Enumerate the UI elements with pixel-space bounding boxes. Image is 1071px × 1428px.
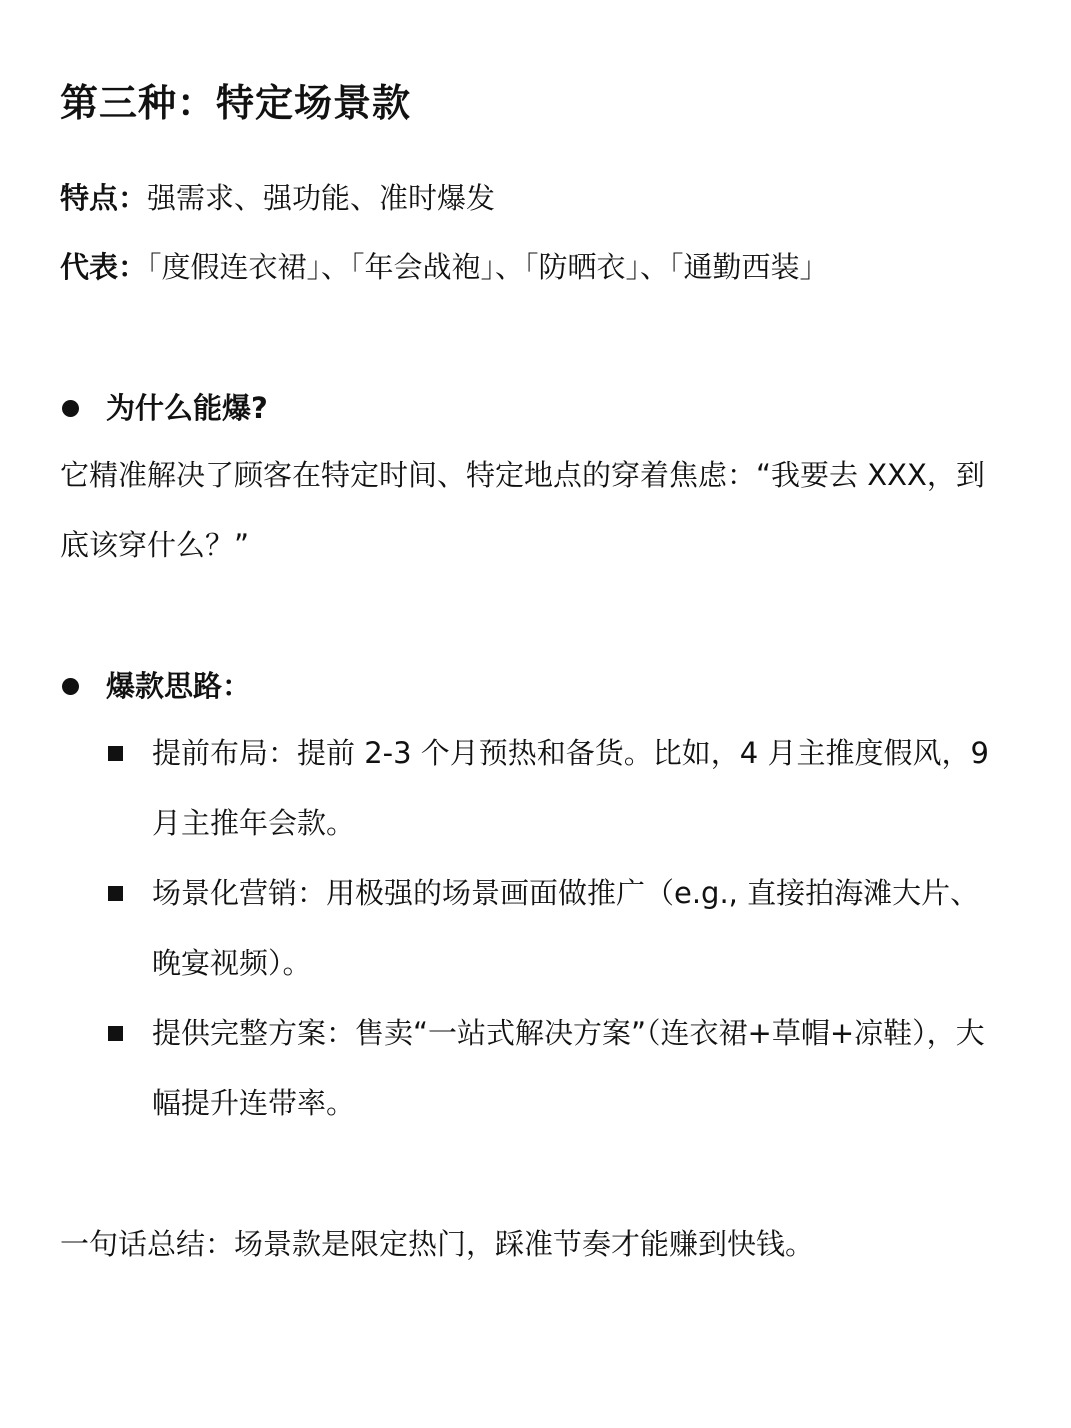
- bullet-square-icon: [108, 886, 123, 901]
- features-value: 强需求、强功能、准时爆发: [147, 181, 496, 215]
- bullet-square-icon: [108, 746, 123, 761]
- ideas-heading-text: 爆款思路：: [106, 669, 252, 703]
- idea-item: [108, 998, 998, 1138]
- examples-line: [60, 245, 829, 286]
- idea-item-text: 提供完整方案：售卖“一站式解决方案”（连衣裙+草帽+凉鞋），大幅提升连带率。: [152, 1016, 985, 1120]
- idea-item-text: 提前布局：提前 2-3 个月预热和备货。比如，4 月主推度假风，9 月主推年会款。: [152, 736, 989, 840]
- section-title: 第三种：特定场景款: [60, 81, 412, 125]
- idea-item-text: 场景化营销：用极强的场景画面做推广（e.g., 直接拍海滩大片、晚宴视频）。: [152, 876, 980, 980]
- summary-line: 一句话总结：场景款是限定热门，踩准节奏才能赚到快钱。: [60, 1227, 815, 1261]
- bullet-square-icon: [108, 1026, 123, 1041]
- ideas-heading: [60, 664, 251, 705]
- examples-value: 「度假连衣裙」、「年会战袍」、「防晒衣」、「通勤西装」: [147, 250, 829, 284]
- idea-item: [108, 718, 998, 858]
- features-line: [60, 176, 495, 217]
- why-heading: [60, 386, 268, 427]
- examples-label: 代表：: [60, 250, 148, 284]
- bullet-dot-icon: [62, 400, 79, 417]
- why-body: 它精准解决了顾客在特定时间、特定地点的穿着焦虑：“我要去 XXX，到底该穿什么？”: [60, 458, 985, 562]
- idea-item: [108, 858, 998, 998]
- why-heading-text: 为什么能爆?: [106, 391, 268, 425]
- features-label: 特点：: [60, 181, 148, 215]
- bullet-dot-icon: [62, 678, 79, 695]
